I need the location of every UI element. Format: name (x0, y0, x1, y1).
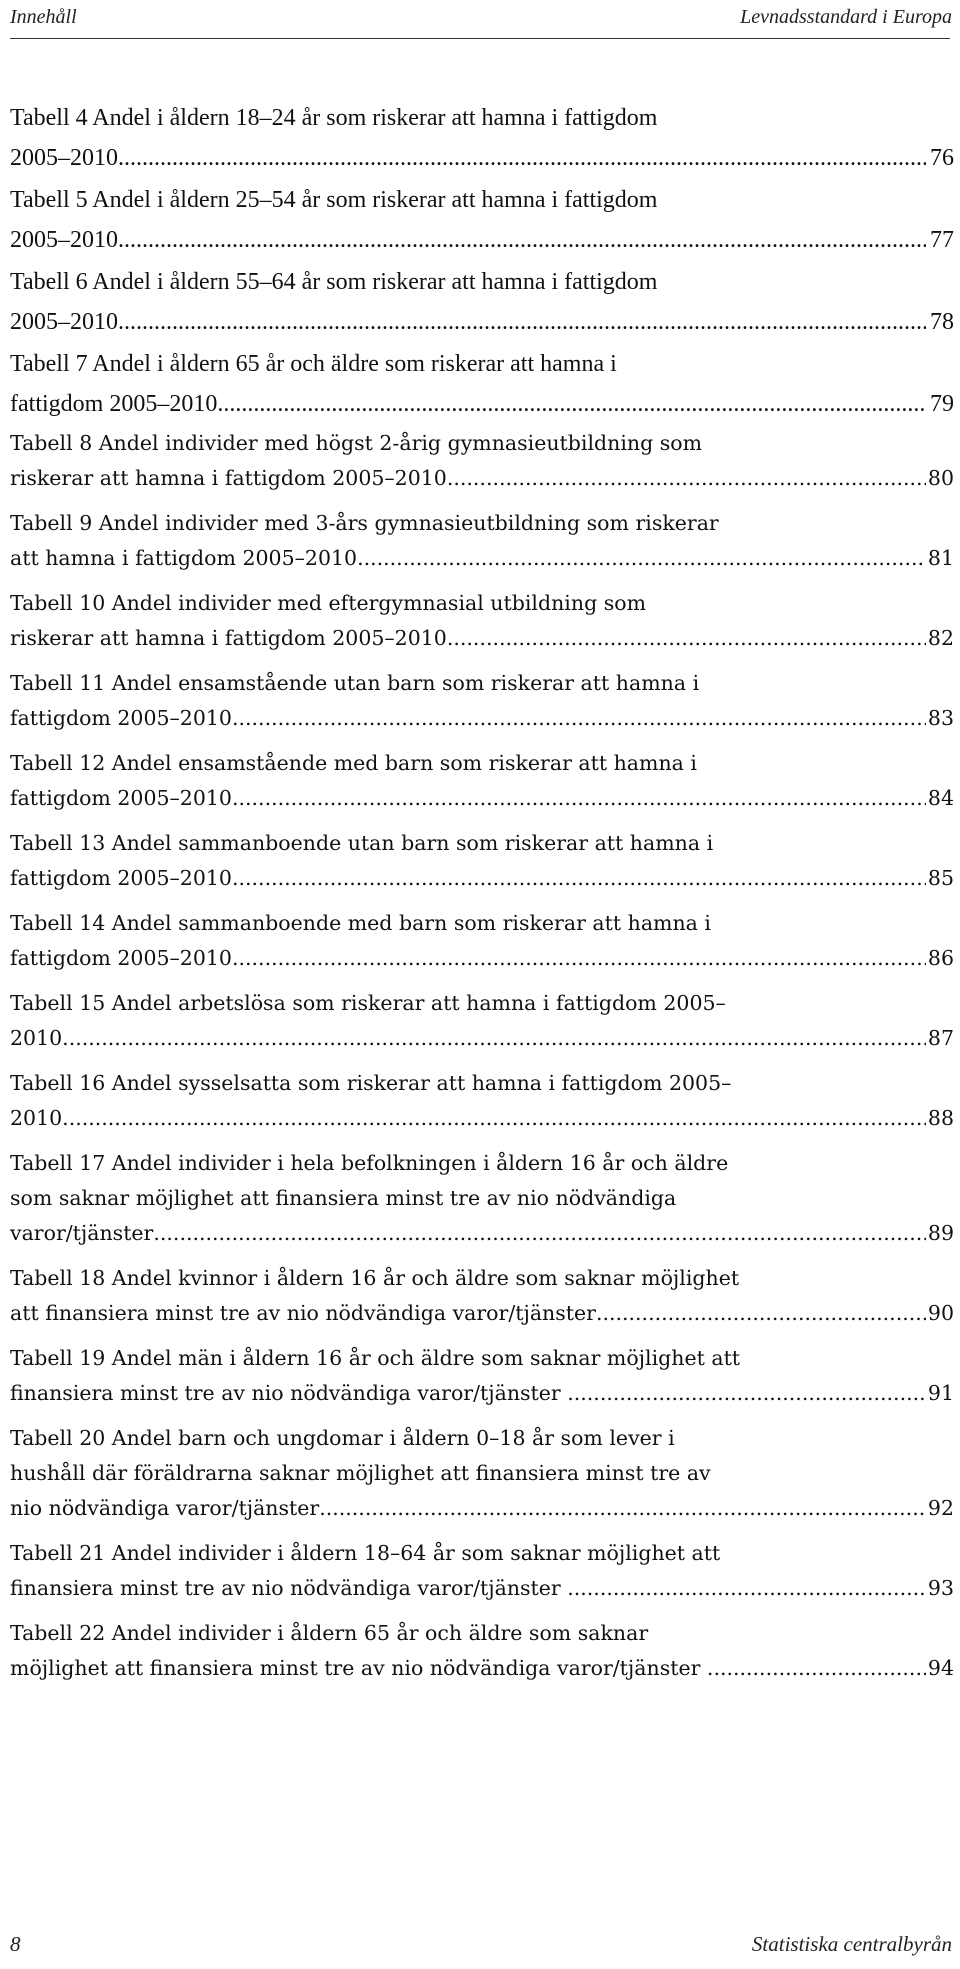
toc-page-number: 78 (930, 309, 954, 335)
toc-entry-title-end: 2005–2010 (10, 145, 118, 171)
toc-entry-title-end: finansiera minst tre av nio nödvändiga varor/tjänster (10, 1381, 568, 1405)
toc-page-number: 82 (927, 626, 954, 650)
toc-entry-title-line: Tabell 22 Andel individer i åldern 65 år och äldre som saknar (10, 1621, 649, 1645)
toc-entry-last-line (10, 781, 954, 816)
toc-entry-last-line (10, 384, 954, 424)
toc-page-number: 80 (927, 466, 954, 490)
toc-entry-title-end: varor/tjänster (10, 1221, 154, 1245)
dot-leader (118, 220, 926, 260)
toc-entry-last-line (10, 138, 954, 178)
toc-entry-title-line: Tabell 11 Andel ensamstående utan barn som riskerar att hamna i (10, 671, 700, 695)
toc-entry-title-end: 2005–2010 (10, 309, 118, 335)
dot-leader (447, 461, 926, 496)
toc-entry-last-line (10, 861, 954, 896)
toc-entry[interactable] (10, 1146, 954, 1251)
toc-page-number: 89 (927, 1221, 954, 1245)
toc-entry-title-line: Tabell 6 Andel i åldern 55–64 år som riskerar att hamna i fattigdom (10, 269, 658, 295)
toc-entry-last-line (10, 1491, 954, 1526)
toc-entry-title-line: Tabell 12 Andel ensamstående med barn som riskerar att hamna i (10, 751, 697, 775)
toc-entry-last-line (10, 621, 954, 656)
dot-leader (232, 701, 926, 736)
dot-leader (447, 621, 926, 656)
toc-entry-last-line (10, 302, 954, 342)
toc-entry-last-line (10, 941, 954, 976)
toc-entry-last-line (10, 1296, 954, 1331)
toc-entry-title-end: att hamna i fattigdom 2005–2010 (10, 546, 358, 570)
toc-entry-title-line: Tabell 21 Andel individer i åldern 18–64 år som saknar möjlighet att (10, 1541, 721, 1565)
toc-entry[interactable] (10, 666, 954, 736)
toc-entry[interactable] (10, 1261, 954, 1331)
toc-entry-title-end: riskerar att hamna i fattigdom 2005–2010 (10, 466, 447, 490)
toc-entry-title-end: 2010 (10, 1106, 63, 1130)
toc-entry-title-line: Tabell 4 Andel i åldern 18–24 år som riskerar att hamna i fattigdom (10, 105, 658, 131)
dot-leader (319, 1491, 926, 1526)
toc-entry-title-line: Tabell 9 Andel individer med 3-års gymnasieutbildning som riskerar (10, 511, 719, 535)
toc-entry[interactable] (10, 1066, 954, 1136)
toc-entry-last-line (10, 1651, 954, 1686)
toc-entry-title-line: Tabell 15 Andel arbetslösa som riskerar att hamna i fattigdom 2005– (10, 991, 726, 1015)
table-of-contents (10, 98, 954, 1696)
toc-entry-title-end: fattigdom 2005–2010 (10, 706, 232, 730)
dot-leader (232, 941, 926, 976)
toc-page-number: 83 (927, 706, 954, 730)
toc-entry-title-end: fattigdom 2005–2010 (10, 946, 232, 970)
toc-entry-title-line: Tabell 5 Andel i åldern 25–54 år som riskerar att hamna i fattigdom (10, 187, 658, 213)
dot-leader (357, 541, 926, 576)
toc-entry[interactable] (10, 180, 954, 260)
toc-entry-title-line: Tabell 7 Andel i åldern 65 år och äldre som riskerar att hamna i (10, 351, 617, 377)
toc-entry-title-end: fattigdom 2005–2010 (10, 786, 232, 810)
toc-page-number: 88 (927, 1106, 954, 1130)
toc-entry-last-line (10, 1376, 954, 1411)
dot-leader (153, 1216, 926, 1251)
toc-page-number: 86 (927, 946, 954, 970)
page-number: 8 (10, 1932, 21, 1956)
toc-entry-last-line (10, 541, 954, 576)
dot-leader (707, 1651, 926, 1686)
toc-page-number: 77 (930, 227, 954, 253)
dot-leader (232, 861, 926, 896)
toc-entry-title-end: möjlighet att finansiera minst tre av nio nödvändiga varor/tjänster (10, 1656, 707, 1680)
dot-leader (62, 1101, 926, 1136)
toc-entry[interactable] (10, 586, 954, 656)
toc-entry[interactable] (10, 746, 954, 816)
toc-page-number: 94 (927, 1656, 954, 1680)
toc-entry-title-end: finansiera minst tre av nio nödvändiga varor/tjänster (10, 1576, 568, 1600)
page-header (10, 6, 952, 36)
toc-entry-title-line: Tabell 13 Andel sammanboende utan barn som riskerar att hamna i (10, 831, 714, 855)
toc-entry-title-line: Tabell 16 Andel sysselsatta som riskerar att hamna i fattigdom 2005– (10, 1071, 732, 1095)
toc-entry-title-line: Tabell 14 Andel sammanboende med barn som riskerar att hamna i (10, 911, 711, 935)
toc-entry[interactable] (10, 344, 954, 424)
toc-entry[interactable] (10, 426, 954, 496)
toc-entry-last-line (10, 220, 954, 260)
toc-entry[interactable] (10, 826, 954, 896)
toc-entry[interactable] (10, 1341, 954, 1411)
toc-entry-last-line (10, 1101, 954, 1136)
toc-page-number: 81 (927, 546, 954, 570)
toc-entry-title-end: att finansiera minst tre av nio nödvändiga varor/tjänster (10, 1301, 596, 1325)
toc-entry-last-line (10, 1571, 954, 1606)
toc-entry[interactable] (10, 906, 954, 976)
dot-leader (217, 384, 926, 424)
header-divider (10, 38, 950, 39)
toc-entry[interactable] (10, 1616, 954, 1686)
publisher-name: Statistiska centralbyrån (751, 1932, 952, 1956)
toc-entry-last-line (10, 1216, 954, 1251)
toc-entry-title-end: 2010 (10, 1026, 63, 1050)
toc-entry-title-end: 2005–2010 (10, 227, 118, 253)
toc-entry-title-end: fattigdom 2005–2010 (10, 391, 218, 417)
dot-leader (118, 302, 926, 342)
page-footer (10, 1927, 952, 1957)
toc-entry-last-line (10, 701, 954, 736)
toc-page-number: 87 (927, 1026, 954, 1050)
toc-entry-last-line (10, 1021, 954, 1056)
toc-entry-title-line: hushåll där föräldrarna saknar möjlighet att finansiera minst tre av (10, 1461, 711, 1485)
toc-page-number: 85 (927, 866, 954, 890)
toc-entry-title-line: Tabell 18 Andel kvinnor i åldern 16 år och äldre som saknar möjlighet (10, 1266, 740, 1290)
toc-entry-title-line: Tabell 10 Andel individer med eftergymnasial utbildning som (10, 591, 647, 615)
toc-entry[interactable] (10, 1421, 954, 1526)
toc-page-number: 90 (927, 1301, 954, 1325)
toc-page-number: 92 (927, 1496, 954, 1520)
dot-leader (118, 138, 926, 178)
dot-leader (596, 1296, 926, 1331)
toc-entry-title-line: Tabell 19 Andel män i åldern 16 år och äldre som saknar möjlighet att (10, 1346, 741, 1370)
toc-page-number: 76 (930, 145, 954, 171)
toc-page-number: 93 (927, 1576, 954, 1600)
header-document-title: Levnadsstandard i Europa (740, 6, 952, 28)
toc-entry[interactable] (10, 1536, 954, 1606)
toc-entry[interactable] (10, 986, 954, 1056)
dot-leader (232, 781, 926, 816)
toc-entry[interactable] (10, 98, 954, 178)
toc-entry-title-line: Tabell 17 Andel individer i hela befolkningen i åldern 16 år och äldre (10, 1151, 729, 1175)
dot-leader (62, 1021, 926, 1056)
toc-entry-title-line: Tabell 8 Andel individer med högst 2-årig gymnasieutbildning som (10, 431, 703, 455)
toc-entry-title-line: som saknar möjlighet att finansiera minst tre av nio nödvändiga (10, 1186, 677, 1210)
header-section-title: Innehåll (10, 6, 77, 28)
dot-leader (567, 1571, 926, 1606)
toc-page-number: 79 (930, 391, 954, 417)
toc-entry-title-end: riskerar att hamna i fattigdom 2005–2010 (10, 626, 447, 650)
toc-page-number: 91 (927, 1381, 954, 1405)
toc-entry-title-end: fattigdom 2005–2010 (10, 866, 232, 890)
toc-entry-title-line: Tabell 20 Andel barn och ungdomar i åldern 0–18 år som lever i (10, 1426, 675, 1450)
toc-entry[interactable] (10, 506, 954, 576)
toc-page-number: 84 (927, 786, 954, 810)
toc-entry-title-end: nio nödvändiga varor/tjänster (10, 1496, 320, 1520)
toc-entry-last-line (10, 461, 954, 496)
toc-entry[interactable] (10, 262, 954, 342)
dot-leader (567, 1376, 926, 1411)
